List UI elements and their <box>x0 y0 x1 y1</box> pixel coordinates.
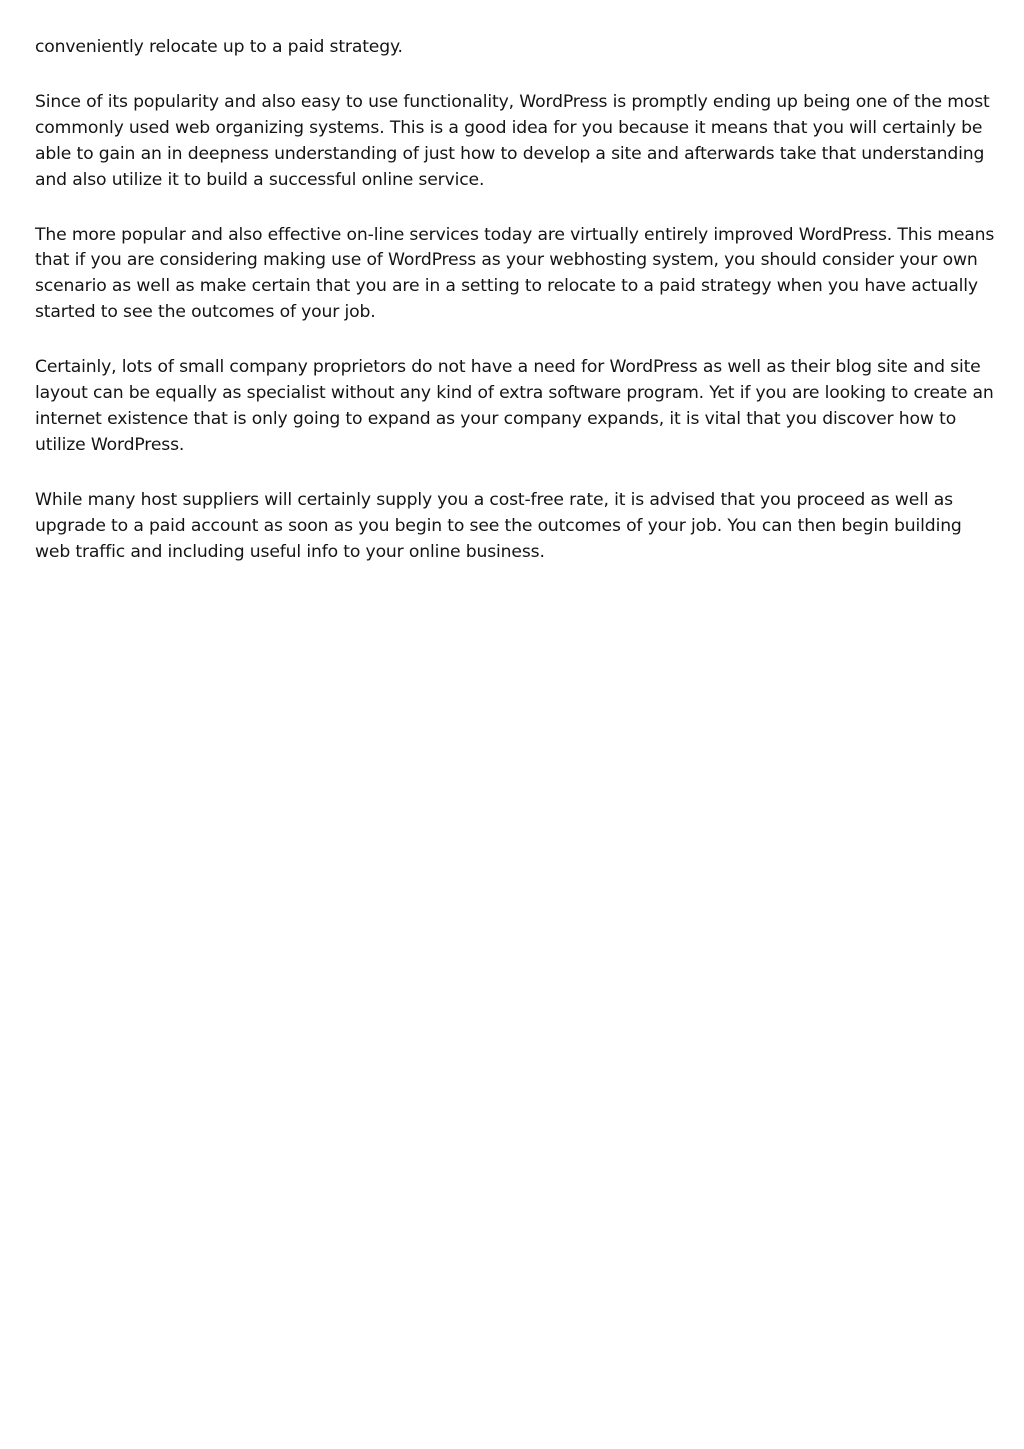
paragraph: While many host suppliers will certainly supply you a cost-free rate, it is advised that you proceed as well as upgrade to a paid account as soon as you begin to see the outcomes of your job. You can then begin building web traffic and including useful info to your online business. <box>35 489 962 562</box>
paragraph: Since of its popularity and also easy to use functionality, WordPress is promptly ending up being one of the most commonly used web organizing systems. This is a good idea for you because it means that you will certainly be able to gain an in deepness understanding of just how to develop a site and afterwards take that understanding and also utilize it to build a successful online service. <box>35 91 990 190</box>
paragraph: conveniently relocate up to a paid strategy. <box>35 37 403 57</box>
paragraph: Certainly, lots of small company proprietors do not have a need for WordPress as well as their blog site and site layout can be equally as specialist without any kind of extra software program. Yet if you are looking to create an internet existence that is only going to expand as your company expands, it is vital that you discover how to utilize WordPress. <box>35 357 994 455</box>
paragraph: The more popular and also effective on-line services today are virtually entirely improved WordPress. This means that if you are considering making use of WordPress as your webhosting system, you should consider your own scenario as well as make certain that you are in a setting to relocate to a paid strategy when you have actually started to see the outcomes of your job. <box>35 224 995 323</box>
document-page <box>35 35 995 595</box>
